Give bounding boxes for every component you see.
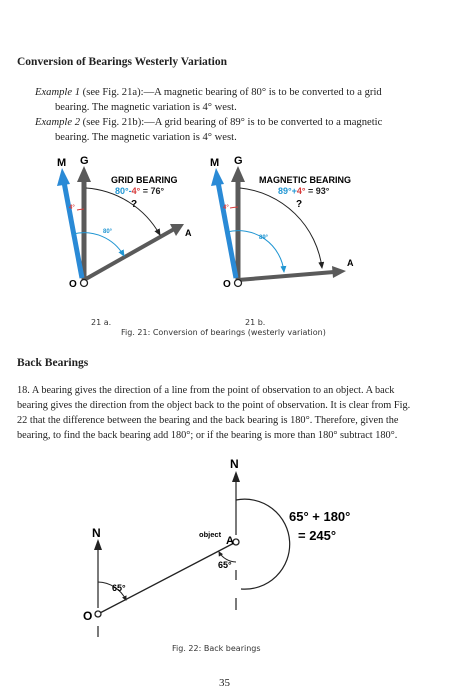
figure-21-caption: Fig. 21: Conversion of bearings (westerly variation)	[121, 328, 326, 337]
back-bearing-arc	[236, 499, 290, 589]
figure-21b-sublabel: 21 b.	[245, 318, 266, 327]
calculation	[115, 186, 164, 196]
origin-circle	[81, 280, 88, 287]
observer-point	[95, 611, 101, 617]
figure-21a-sublabel: 21 a.	[91, 318, 112, 327]
calc-part-a: 89°+	[278, 186, 297, 196]
label-g: G	[234, 155, 243, 167]
variation-label: 4°	[223, 205, 229, 211]
bearing-line-oa	[238, 272, 334, 280]
magnetic-north-arrowhead	[211, 168, 224, 186]
label-m: M	[57, 157, 67, 169]
label-g: G	[80, 155, 89, 167]
north-label-top: N	[230, 457, 239, 471]
magnetic-north-line	[218, 182, 236, 278]
page-number: 35	[219, 677, 230, 689]
label-a: A	[185, 228, 192, 238]
section-heading-back-bearings: Back Bearings	[17, 357, 89, 369]
question-mark: ?	[296, 199, 303, 210]
bearing-arrowhead	[332, 266, 346, 278]
calc-part-b: 4°	[131, 186, 141, 196]
title: MAGNETIC BEARING	[259, 175, 351, 185]
example-2-line-2: bearing. The magnetic variation is 4° west.	[55, 132, 237, 143]
figure-21b	[210, 155, 354, 290]
magnetic-bearing-arc	[240, 188, 322, 268]
object-label: object	[199, 530, 222, 539]
back-bearing-sum-line-1: 65° + 180°	[289, 509, 351, 524]
paragraph-line: bearing gives the direction from the object back to the point of observation. It is clear from Fig.	[17, 400, 411, 411]
origin-circle	[235, 280, 242, 287]
figure-21a	[57, 155, 192, 290]
label-a: A	[347, 258, 354, 268]
calc-part-a: 80°-	[115, 186, 132, 196]
grid-north-arrowhead	[77, 166, 91, 182]
example-1-text: (see Fig. 21a):—A magnetic bearing of 80° is to be converted to a grid	[82, 87, 382, 98]
question-mark: ?	[131, 199, 138, 210]
figure-22	[83, 457, 350, 637]
calc-part-c: = 76°	[140, 186, 165, 196]
angle-label: 80°	[103, 229, 113, 235]
north-arrowhead-object	[232, 471, 240, 482]
angle-label-at-observer: 65°	[112, 583, 126, 593]
calculation	[278, 186, 330, 196]
north-arrowhead-observer	[94, 539, 102, 550]
label-o: O	[69, 279, 77, 290]
back-bearings-paragraph	[17, 383, 447, 443]
label-o: O	[83, 609, 93, 623]
label-m: M	[210, 157, 220, 169]
magnetic-bearing-arc	[73, 233, 124, 256]
example-2-label: Example 2	[35, 117, 81, 128]
grid-north-arrowhead	[231, 166, 245, 182]
section-heading-conversion: Conversion of Bearings Westerly Variation	[17, 56, 227, 68]
label-a: A	[226, 535, 234, 547]
title: GRID BEARING	[111, 175, 178, 185]
example-1-label: Example 1	[35, 87, 81, 98]
variation-label: 4°	[69, 205, 75, 211]
bearing-line	[98, 542, 236, 614]
paragraph-line: bearing, to find the back bearing add 180°; or if the bearing is more than 180° subtract 180°.	[17, 430, 398, 441]
calc-part-c: = 93°	[305, 186, 330, 196]
example-2-text: (see Fig. 21b):—A grid bearing of 89° is to be converted to a magnetic	[82, 117, 383, 128]
angle-label: 89°	[259, 235, 269, 241]
paragraph-line: 22 that the difference between the bearing and the back bearing is 180°. Therefore, given the	[17, 415, 399, 426]
magnetic-north-line	[64, 182, 82, 278]
calc-part-b: 4°	[296, 186, 306, 196]
back-bearing-sum-line-2: = 245°	[298, 528, 337, 543]
paragraph-line: 18. A bearing gives the direction of a line from the point of observation to an object. A back	[17, 385, 395, 396]
label-o: O	[223, 279, 231, 290]
magnetic-north-arrowhead	[57, 168, 70, 186]
north-label-left: N	[92, 526, 101, 540]
angle-label-at-object: 65°	[218, 560, 232, 570]
example-1-line-2: bearing. The magnetic variation is 4° west.	[55, 102, 237, 113]
figure-22-caption: Fig. 22: Back bearings	[172, 644, 261, 653]
bearing-line-oa	[84, 228, 176, 280]
